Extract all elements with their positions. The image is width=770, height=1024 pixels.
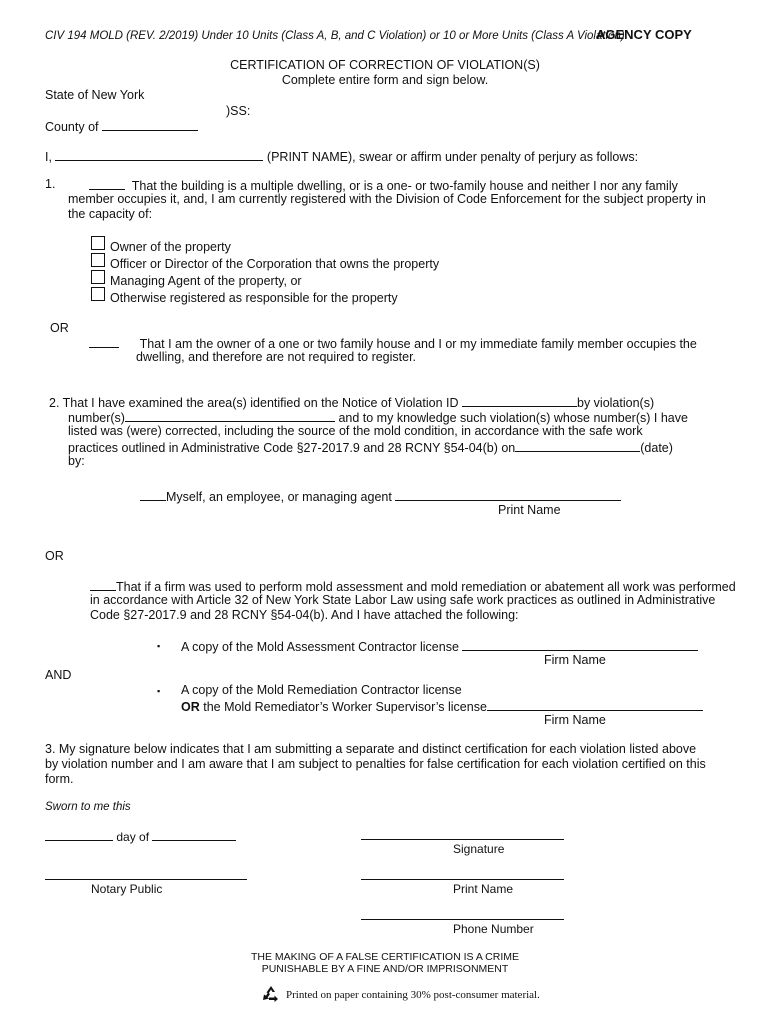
warning-line1: THE MAKING OF A FALSE CERTIFICATION IS A CRIME	[251, 951, 519, 963]
ss-label: )SS:	[226, 104, 251, 118]
firm-check-blank[interactable]	[90, 578, 116, 591]
print-name-caption-2: Print Name	[453, 882, 514, 896]
state-label: State of New York	[45, 88, 145, 102]
oath-prefix: I,	[45, 150, 52, 164]
section2-text1b: by violation(s)	[577, 396, 655, 410]
section2-line5: by:	[68, 454, 85, 468]
notary-line[interactable]	[45, 879, 247, 880]
section3-line3: form.	[45, 772, 74, 786]
section2-text4a: practices outlined in Administrative Code §27-2017.9 and 28 RCNY §54-04(b) on	[68, 441, 516, 455]
section2-text4b: (date)	[640, 441, 673, 455]
owner-occupied-blank[interactable]	[89, 335, 119, 348]
section2-line1	[49, 394, 654, 410]
sworn-label: Sworn to me this	[45, 801, 131, 813]
county-label	[45, 118, 198, 134]
section1-or: OR	[50, 321, 69, 335]
bullet-icon: ▪	[157, 686, 161, 696]
oath-suffix: (PRINT NAME), swear or affirm under penalty of perjury as follows:	[266, 150, 639, 164]
firm-line3: Code §27-2017.9 and 28 RCNY §54-04(b). And I have attached the following:	[90, 608, 519, 622]
agent-checkbox[interactable]	[91, 270, 105, 284]
county-field[interactable]	[102, 118, 198, 131]
oath-line	[45, 148, 638, 164]
supervisor-line	[181, 698, 703, 714]
section1-alt-line2: dwelling, and therefore are not required to register.	[136, 350, 417, 364]
section1-alt-line1	[89, 335, 697, 351]
section1-line3: the capacity of:	[68, 207, 153, 221]
section1-line2: member occupies it, and, I am currently registered with the Division of Code Enforcement for the subject property in	[68, 192, 706, 206]
section2-line3: listed was (were) corrected, including the source of the mold condition, in accordance with the safe work	[68, 424, 643, 438]
section3-line1: 3. My signature below indicates that I am submitting a separate and distinct certification for each violation listed above	[45, 742, 697, 756]
county-text: County of	[45, 120, 99, 134]
violation-numbers-field[interactable]	[125, 409, 335, 422]
agency-copy-label: AGENCY COPY	[596, 27, 692, 42]
remediation-firm-field[interactable]	[487, 698, 703, 711]
section1-text1: That the building is a multiple dwelling, or is a one- or two-family house and neither I nor any family	[131, 179, 678, 193]
phone-line[interactable]	[361, 919, 564, 920]
month-field[interactable]	[152, 828, 236, 841]
firm-name-caption-1: Firm Name	[544, 653, 606, 667]
self-line	[140, 488, 621, 504]
section1-number: 1.	[45, 177, 56, 191]
date-field[interactable]	[515, 439, 640, 452]
recycle-icon	[260, 984, 282, 1007]
self-check-blank[interactable]	[140, 488, 166, 501]
day-of-line	[45, 828, 236, 844]
section2-text2a: number(s)	[68, 411, 125, 425]
print-name-caption: Print Name	[498, 503, 561, 517]
and-label: AND	[45, 668, 72, 682]
firm-line2: in accordance with Article 32 of New York State Labor Law using safe work practices as outlined in Administrative	[90, 593, 716, 607]
section2-line4	[68, 439, 673, 455]
assessment-firm-field[interactable]	[462, 638, 698, 651]
option-otherwise: Otherwise registered as responsible for the property	[110, 291, 398, 305]
phone-caption: Phone Number	[453, 922, 534, 936]
day-of-text: day of	[116, 830, 150, 844]
supervisor-text: the Mold Remediator’s Worker Supervisor’s license	[199, 700, 487, 714]
assessment-line	[181, 638, 698, 654]
bullet-icon: ▪	[157, 641, 161, 651]
otherwise-checkbox[interactable]	[91, 287, 105, 301]
notary-caption: Notary Public	[91, 882, 163, 896]
firm-name-caption-2: Firm Name	[544, 713, 606, 727]
section2-text2b: and to my knowledge such violation(s) whose number(s) I have	[338, 411, 688, 425]
warning-line2: PUNISHABLE BY A FINE AND/OR IMPRISONMENT	[261, 963, 509, 975]
print-name-line[interactable]	[361, 879, 564, 880]
owner-checkbox[interactable]	[91, 236, 105, 250]
option-owner: Owner of the property	[110, 240, 231, 254]
recycled-note: Printed on paper containing 30% post-consumer material.	[286, 989, 540, 1001]
violation-id-field[interactable]	[462, 394, 577, 407]
agent-print-name-field[interactable]	[395, 488, 621, 501]
print-name-field[interactable]	[55, 148, 263, 161]
officer-checkbox[interactable]	[91, 253, 105, 267]
option-agent: Managing Agent of the property, or	[110, 274, 302, 288]
firm-text1: That if a firm was used to perform mold assessment and mold remediation or abatement all work was performed	[116, 580, 736, 594]
assessment-text: A copy of the Mold Assessment Contractor license	[181, 640, 459, 654]
self-text: Myself, an employee, or managing agent	[166, 490, 392, 504]
option-officer: Officer or Director of the Corporation that owns the property	[110, 257, 440, 271]
or-bold: OR	[181, 700, 200, 714]
section1-check-blank[interactable]	[89, 177, 125, 190]
section2-line2	[68, 409, 688, 425]
section1-alt-text1: That I am the owner of a one or two family house and I or my immediate family member occupies the	[139, 337, 697, 351]
day-field[interactable]	[45, 828, 113, 841]
section3-line2: by violation number and I am aware that I am subject to penalties for false certification for each violation certified on this	[45, 757, 706, 771]
section1-line1	[89, 177, 678, 193]
form-subtitle: Complete entire form and sign below.	[281, 73, 489, 87]
firm-line1	[90, 578, 736, 594]
form-id: CIV 194 MOLD (REV. 2/2019) Under 10 Units (Class A, B, and C Violation) or 10 or More Units (Class A Violation)	[45, 30, 625, 42]
form-title: CERTIFICATION OF CORRECTION OF VIOLATION(S)	[230, 58, 540, 72]
remediation-line: A copy of the Mold Remediation Contractor license	[181, 683, 462, 697]
signature-line[interactable]	[361, 839, 564, 840]
section2-text1a: 2. That I have examined the area(s) identified on the Notice of Violation ID	[49, 396, 459, 410]
section2-or: OR	[45, 549, 64, 563]
signature-caption: Signature	[453, 842, 505, 856]
